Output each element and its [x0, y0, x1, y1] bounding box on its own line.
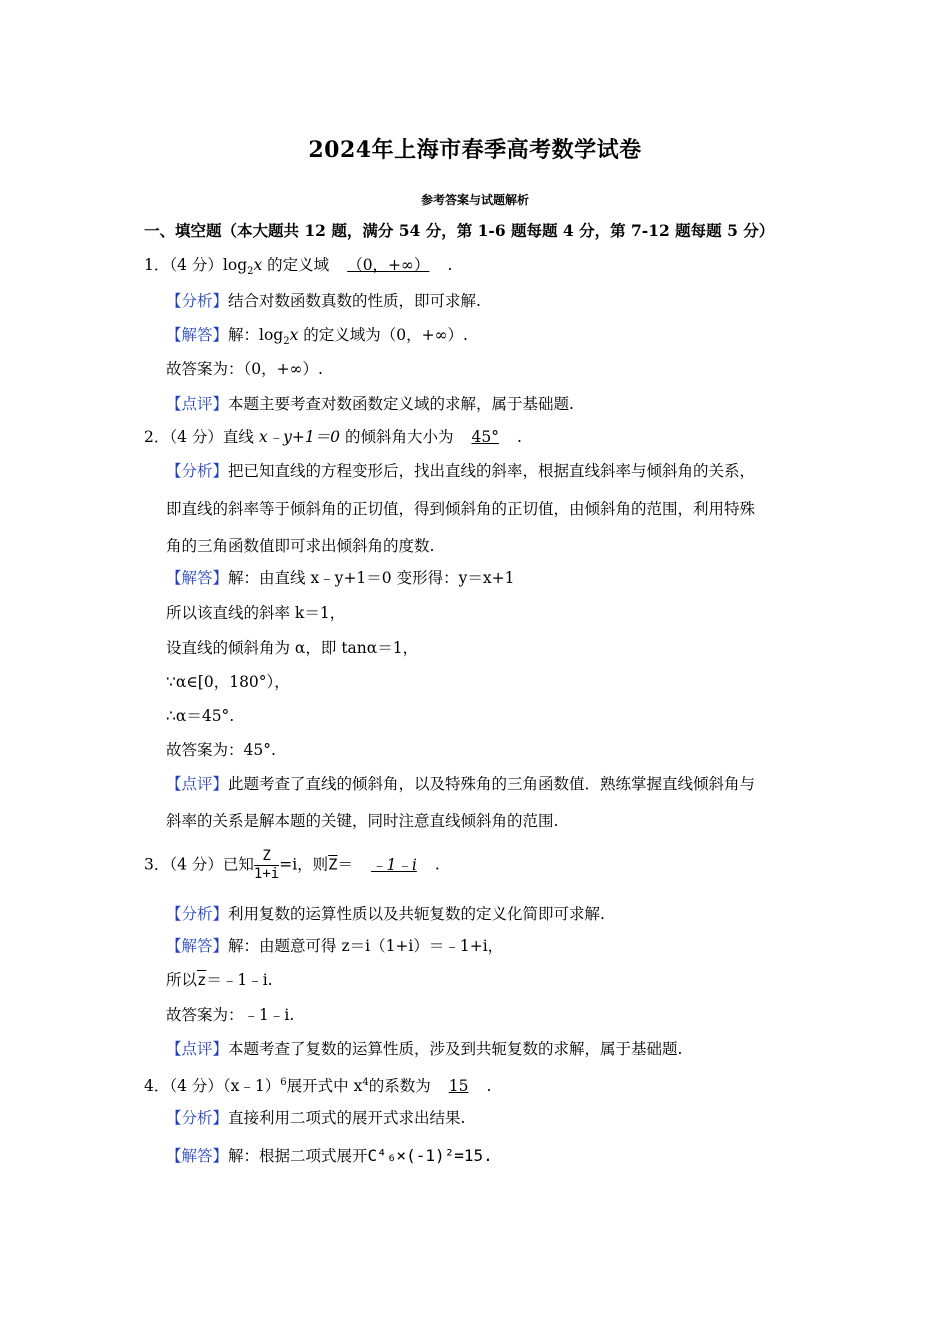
q3-comment: 【点评】本题考查了复数的运算性质，涉及到共轭复数的求解，属于基础题.	[166, 1040, 683, 1058]
solution-tag: 【解答】	[166, 1147, 229, 1165]
q2-step-1: 所以该直线的斜率 k＝1，	[166, 604, 346, 622]
comment-tag: 【点评】	[166, 395, 229, 413]
solution-tag: 【解答】	[166, 937, 229, 955]
q1-solution: 【解答】解：$\log_2x$ 的定义域为（0，+∞）.	[166, 326, 468, 348]
page-title: 2024年上海市春季高考数学试卷	[308, 137, 642, 163]
comment-tag: 【点评】	[166, 775, 229, 793]
solution-tag: 【解答】	[166, 569, 229, 587]
q1-final-answer: 故答案为：（0，+∞）.	[166, 360, 323, 378]
q2-final-answer: 故答案为：45°.	[166, 741, 276, 759]
z-conjugate: $\overline{Z}$	[328, 855, 338, 874]
fraction-z-over-1-plus-i: $\frac{Z}{1+i}$	[253, 848, 280, 882]
page-subtitle: 参考答案与试题解析	[420, 193, 529, 207]
analysis-tag: 【分析】	[166, 292, 229, 310]
analysis-tag: 【分析】	[166, 905, 229, 923]
q2-comment: 【点评】此题考查了直线的倾斜角，以及特殊角的三角函数值．熟练掌握直线倾斜角与	[166, 775, 756, 793]
solution-tag: 【解答】	[166, 326, 229, 344]
q3-final-answer: 故答案为：﹣1﹣i.	[166, 1006, 295, 1024]
answer-blank: ﹣1﹣i	[371, 855, 417, 874]
q3-analysis: 【分析】利用复数的运算性质以及共轭复数的定义化简即可求解.	[166, 905, 605, 923]
q3-solution: 【解答】解：由题意可得 z＝i（1+i）＝﹣1+i，	[166, 937, 504, 955]
q1-comment: 【点评】本题主要考查对数函数定义域的求解，属于基础题.	[166, 395, 574, 413]
z-conjugate: $\overline{z}$	[197, 971, 207, 989]
q3-step-1: 所以$\overline{z}=﹣1﹣i$.	[166, 971, 273, 989]
analysis-tag: 【分析】	[166, 462, 229, 480]
q2-comment-line-2: 斜率的关系是解本题的关键，同时注意直线倾斜角的范围.	[166, 812, 559, 830]
analysis-tag: 【分析】	[166, 1109, 229, 1127]
q2-step-3: ∵α∈[0，180°），	[166, 673, 290, 691]
section-heading: 一、填空题（本大题共 12 题，满分 54 分，第 1-6 题每题 4 分，第 7-12 题每题 5 分）	[144, 221, 775, 240]
question-1: 1．（4 分）$\log_2x$ 的定义域 （0，+∞） .	[144, 256, 453, 278]
q2-step-2: 设直线的倾斜角为 α，即 tanα＝1，	[166, 639, 419, 657]
question-4: 4．（4 分）（x﹣1）$^6$展开式中 $x^4$的系数为 15 .	[144, 1077, 492, 1096]
q2-step-4: ∴α＝45°.	[166, 707, 235, 725]
q1-analysis: 【分析】结合对数函数真数的性质，即可求解.	[166, 292, 481, 310]
q2-analysis-line-2: 即直线的斜率等于倾斜角的正切值，得到倾斜角的正切值，由倾斜角的范围，利用特殊	[166, 500, 756, 518]
q4-solution: 【解答】解：根据二项式展开C⁴₆×(-1)²=15.	[166, 1146, 493, 1165]
answer-blank: 15	[448, 1077, 469, 1096]
q4-analysis: 【分析】直接利用二项式的展开式求出结果.	[166, 1109, 466, 1127]
q2-analysis: 【分析】把已知直线的方程变形后，找出直线的斜率，根据直线斜率与倾斜角的关系，	[166, 462, 756, 480]
comment-tag: 【点评】	[166, 1040, 229, 1058]
q2-analysis-line-3: 角的三角函数值即可求出倾斜角的度数.	[166, 537, 435, 555]
answer-blank: （0，+∞）	[347, 256, 430, 274]
q2-solution: 【解答】解：由直线 x﹣y+1＝0 变形得：y＝x+1	[166, 569, 515, 587]
question-3: 3．（4 分）已知 $\frac{Z}{1+i}$ =i，则$\overline{Z}=$ ﹣1﹣i .	[144, 848, 440, 882]
answer-blank: 45°	[471, 428, 499, 446]
binomial-expression: C⁴₆×(-1)²=15.	[367, 1146, 493, 1165]
question-2: 2．（4 分）直线 x﹣y+1＝0 的倾斜角大小为 45° .	[144, 428, 522, 446]
